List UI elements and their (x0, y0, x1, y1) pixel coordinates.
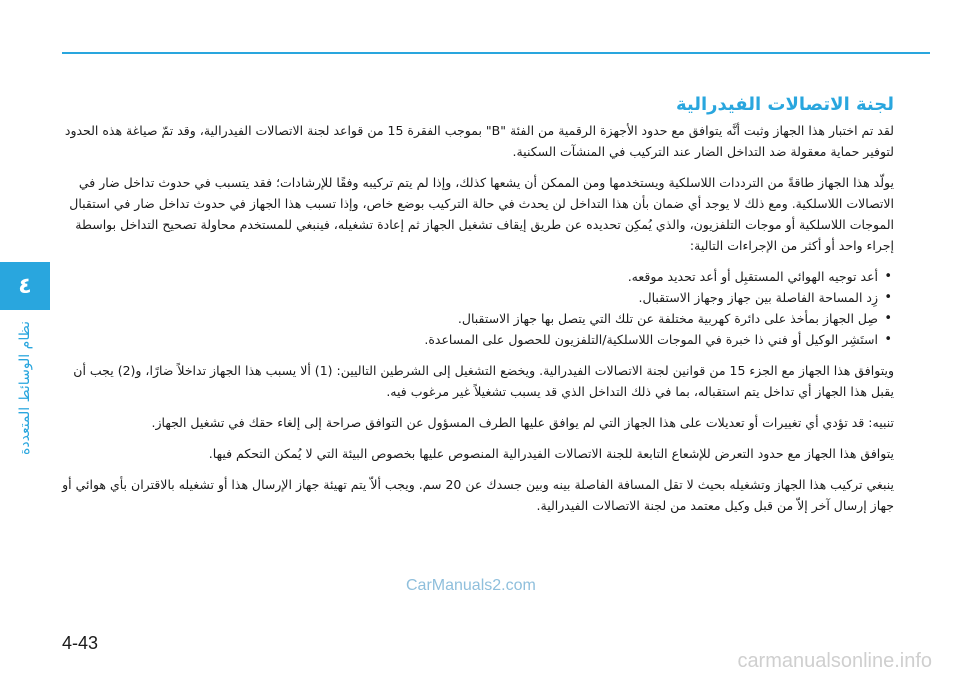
paragraph: يتوافق هذا الجهاز مع حدود التعرض للإشعاع التابعة للجنة الاتصالات الفيدرالية المنصوص عليها بخصوص البيئة التي لا يُمكن التحكم فيها. (208, 446, 894, 461)
page-number: 4-43 (62, 633, 99, 653)
watermark: CarManuals2.com (406, 577, 536, 594)
paragraph: ويتوافق هذا الجهاز مع الجزء 15 من قوانين لجنة الاتصالات الفيدرالية. ويخضع التشغيل إلى الشرطين التاليين: (1) ألا يسبب هذا الجهاز تداخلاً ضارًا، و(2) يجب أن يقبل هذا الجهاز أي تداخل يتم استقباله، بما في ذلك التداخل الذي قد يسبب تشغيلاً غير مرغوب فيه. (73, 363, 894, 399)
main-content (62, 92, 894, 526)
paragraph: يولّد هذا الجهاز طاقةً من الترددات اللاسلكية ويستخدمها ومن الممكن أن يشعها كذلك، وإذا لم يتم تركيبه وفقًا للإرشادات؛ فقد يتسبب في حدوث تداخل ضار في الاتصالات اللاسلكية. ومع ذلك لا يوجد أي ضمان بأن هذا التداخل لن يحدث في حالة التركيب بوضع خاص، وإذا تسبب هذا الجهاز في حدوث تداخل ضار في استقبال الموجات اللاسلكية أو موجات التلفزيون، والذي يُمكِن تحديده عن طريق إيقاف تشغيل الجهاز ثم إعادة تشغيله، فينبغي للمستخدم محاولة تصحيح التداخل بواسطة إجراء واحد أو أكثر من الإجراءات التالية: (69, 175, 894, 253)
chapter-number: ٤ (18, 273, 32, 299)
caution-paragraph: تنبيه: قد تؤدي أي تغييرات أو تعديلات على هذا الجهاز التي لم يوافق عليها الطرف المسؤول عن التوافق صراحة إلى إلغاء حقك في تشغيل الجهاز. (151, 415, 894, 430)
list-item: • أعد توجيه الهوائي المستقبِل أو أعد تحديد موقعه. (62, 266, 878, 287)
chapter-tab[interactable] (0, 262, 50, 310)
list-item: • استَشِر الوكيل أو فني ذا خبرة في الموجات اللاسلكية/التلفزيون للحصول على المساعدة. (62, 329, 878, 350)
chapter-label-text: ﻧﻈﺎم اﻟﻮﺳﺎﺋﻂ اﻟﻤﺘﻌﺪدة (17, 321, 33, 455)
list-item: • زِد المساحة الفاصلة بين جهاز وجهاز الاستقبال. (62, 287, 878, 308)
bullet-list (62, 266, 894, 350)
header-rule (62, 52, 930, 54)
section-title: لجنة الاتصالات الفيدرالية (675, 94, 894, 115)
list-item: • صِل الجهاز بمأخذ على دائرة كهربية مختلفة عن تلك التي يتصل بها جهاز الاستقبال. (62, 308, 878, 329)
paragraph: ينبغي تركيب هذا الجهاز وتشغيله بحيث لا تقل المسافة الفاصلة بينه وبين جسدك عن 20 سم. ويجب ألاّ يتم تهيئة جهاز الإرسال هذا أو تشغيله بالاقتران بأي هوائي أو جهاز إرسال آخر إلاّ من قبل وكيل معتمد من لجنة الاتصالات الفيدرالية. (62, 477, 894, 513)
chapter-label (15, 318, 35, 458)
site-watermark: carmanualsonline.info (737, 650, 932, 672)
paragraph: لقد تم اختبار هذا الجهاز وثبت أنَّه يتوافق مع حدود الأجهزة الرقمية من الفئة "B" بموجب الفقرة 15 من قواعد لجنة الاتصالات الفيدرالية، وقد تمّ صياغة هذه الحدود لتوفير حماية معقولة ضد التداخل الضار عند التركيب في المنشآت السكنية. (64, 123, 894, 159)
